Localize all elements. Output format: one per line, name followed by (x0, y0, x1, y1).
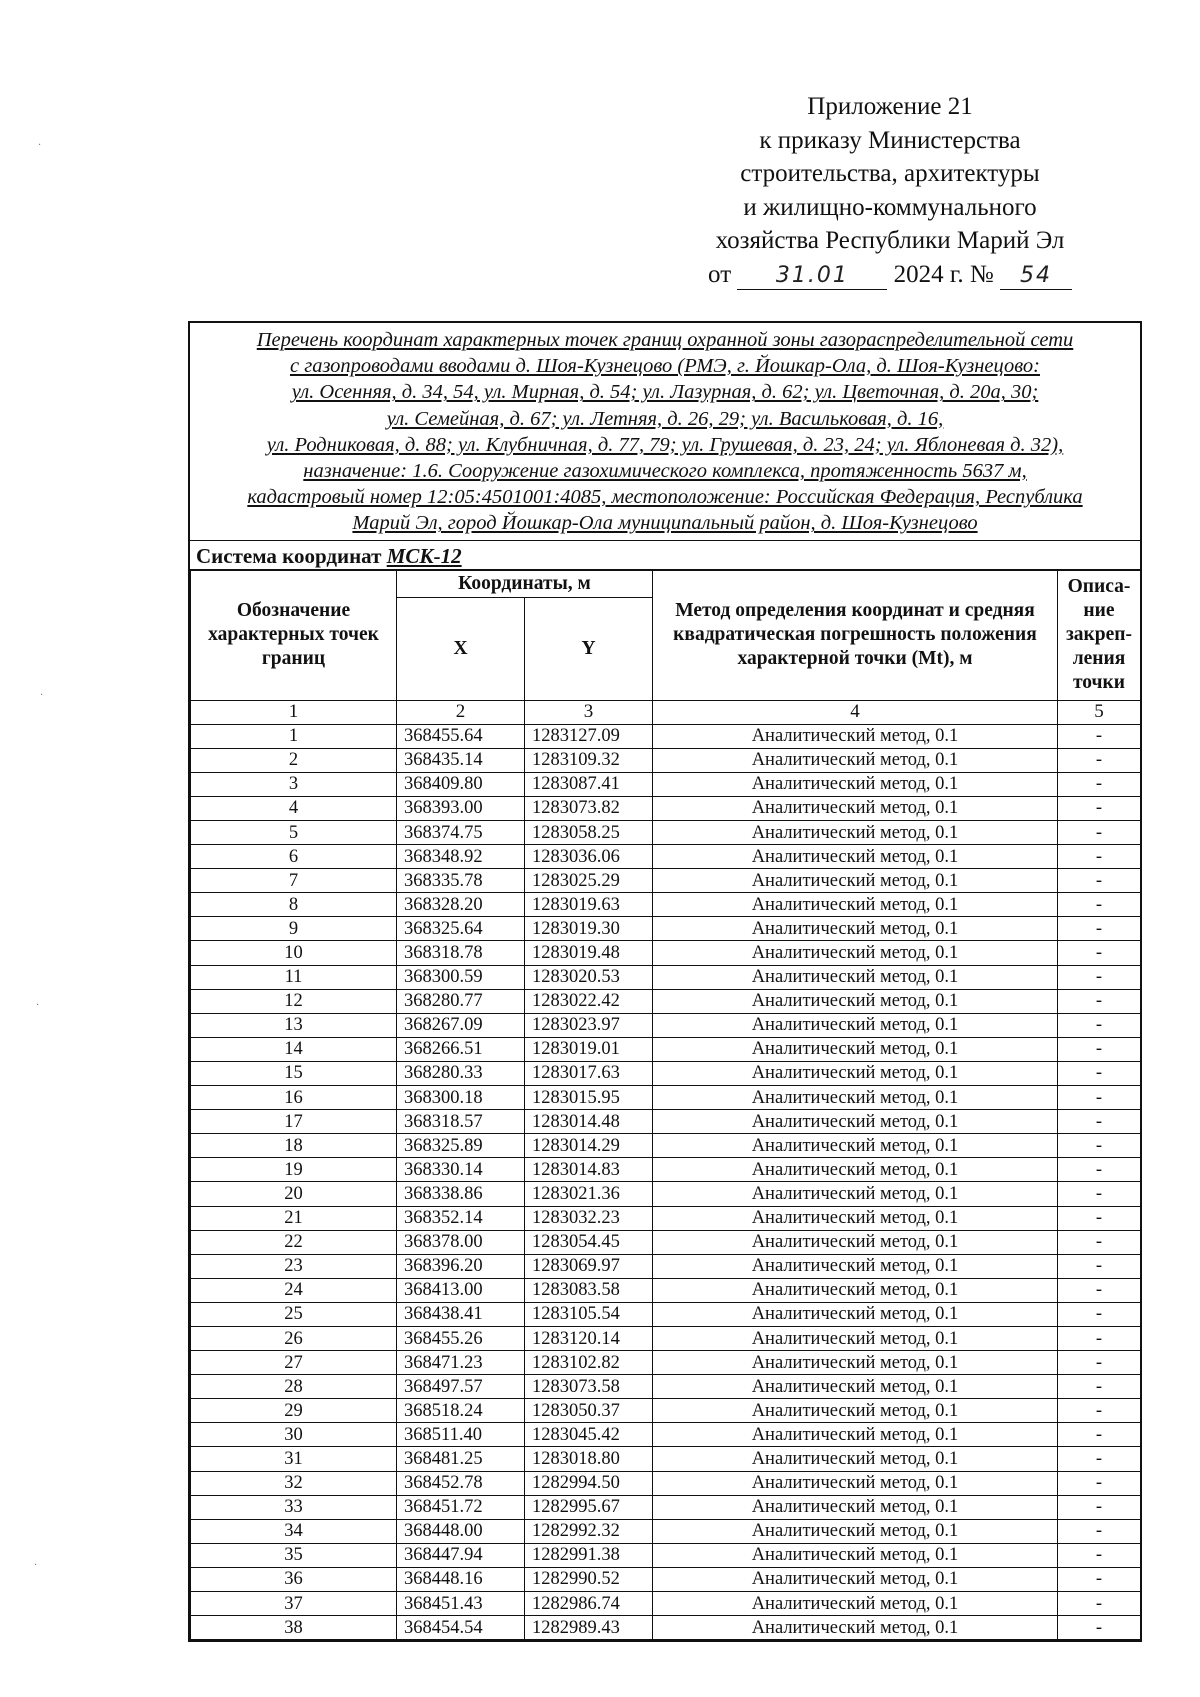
y-value: 1283014.29 (525, 1134, 653, 1158)
description-value: - (1058, 965, 1141, 989)
table-row (191, 1519, 1141, 1543)
method-value: Аналитический метод, 0.1 (653, 869, 1058, 893)
x-value: 368348.92 (397, 845, 525, 869)
y-value: 1283015.95 (525, 1086, 653, 1110)
y-value: 1283021.36 (525, 1182, 653, 1206)
description-value: - (1058, 1206, 1141, 1230)
x-value: 368378.00 (397, 1230, 525, 1254)
description-value: - (1058, 1013, 1141, 1037)
description-value: - (1058, 1061, 1141, 1085)
y-value: 1282992.32 (525, 1519, 653, 1543)
method-value: Аналитический метод, 0.1 (653, 1423, 1058, 1447)
description-value: - (1058, 1423, 1141, 1447)
y-value: 1283023.97 (525, 1013, 653, 1037)
x-value: 368328.20 (397, 893, 525, 917)
y-value: 1283019.63 (525, 893, 653, 917)
table-row (191, 989, 1141, 1013)
description-value: - (1058, 1351, 1141, 1375)
y-value: 1283018.80 (525, 1447, 653, 1471)
point-number: 19 (191, 1158, 397, 1182)
method-value: Аналитический метод, 0.1 (653, 1230, 1058, 1254)
description-value: - (1058, 724, 1141, 748)
header-y: Y (525, 597, 653, 700)
method-value: Аналитический метод, 0.1 (653, 1254, 1058, 1278)
point-number: 13 (191, 1013, 397, 1037)
method-value: Аналитический метод, 0.1 (653, 748, 1058, 772)
x-value: 368481.25 (397, 1447, 525, 1471)
scan-speck: · (36, 1000, 40, 1011)
y-value: 1283105.54 (525, 1302, 653, 1326)
method-value: Аналитический метод, 0.1 (653, 1375, 1058, 1399)
table-row (191, 1447, 1141, 1471)
description-value: - (1058, 1375, 1141, 1399)
table-row (191, 1182, 1141, 1206)
table-row (191, 1326, 1141, 1350)
column-number: 5 (1058, 700, 1141, 724)
table-row (191, 1230, 1141, 1254)
table-row (191, 1037, 1141, 1061)
method-value: Аналитический метод, 0.1 (653, 1302, 1058, 1326)
method-value: Аналитический метод, 0.1 (653, 1616, 1058, 1640)
column-numbers-row (191, 700, 1141, 724)
y-value: 1283127.09 (525, 724, 653, 748)
method-value: Аналитический метод, 0.1 (653, 1206, 1058, 1230)
x-value: 368318.78 (397, 941, 525, 965)
header-point: Обозначение характерных точек границ (191, 570, 397, 700)
method-value: Аналитический метод, 0.1 (653, 1519, 1058, 1543)
point-number: 16 (191, 1086, 397, 1110)
scan-speck: · (34, 1560, 38, 1571)
y-value: 1283083.58 (525, 1278, 653, 1302)
point-number: 32 (191, 1471, 397, 1495)
y-value: 1283045.42 (525, 1423, 653, 1447)
x-value: 368413.00 (397, 1278, 525, 1302)
point-number: 25 (191, 1302, 397, 1326)
method-value: Аналитический метод, 0.1 (653, 1495, 1058, 1519)
y-value: 1283020.53 (525, 965, 653, 989)
description-value: - (1058, 1616, 1141, 1640)
point-number: 26 (191, 1326, 397, 1350)
column-number: 1 (191, 700, 397, 724)
description-value: - (1058, 1254, 1141, 1278)
y-value: 1283073.82 (525, 796, 653, 820)
x-value: 368452.78 (397, 1471, 525, 1495)
method-value: Аналитический метод, 0.1 (653, 796, 1058, 820)
table-row (191, 1543, 1141, 1567)
x-value: 368435.14 (397, 748, 525, 772)
appendix-title: Приложение 21 (807, 93, 973, 120)
x-value: 368451.43 (397, 1592, 525, 1616)
point-number: 35 (191, 1543, 397, 1567)
x-value: 368448.16 (397, 1567, 525, 1591)
point-number: 33 (191, 1495, 397, 1519)
table-row (191, 1302, 1141, 1326)
y-value: 1282991.38 (525, 1543, 653, 1567)
caption-line: назначение: 1.6. Сооружение газохимического комплекса, протяженность 5637 м, (303, 460, 1027, 483)
description-value: - (1058, 1134, 1141, 1158)
y-value: 1283120.14 (525, 1326, 653, 1350)
y-value: 1283058.25 (525, 821, 653, 845)
table-row (191, 893, 1141, 917)
x-value: 368335.78 (397, 869, 525, 893)
x-value: 368325.64 (397, 917, 525, 941)
x-value: 368455.26 (397, 1326, 525, 1350)
point-number: 1 (191, 724, 397, 748)
description-value: - (1058, 1519, 1141, 1543)
x-value: 368280.33 (397, 1061, 525, 1085)
y-value: 1283109.32 (525, 748, 653, 772)
description-value: - (1058, 989, 1141, 1013)
description-value: - (1058, 1543, 1141, 1567)
y-value: 1283022.42 (525, 989, 653, 1013)
caption-line: ул. Осенняя, д. 34, 54, ул. Мирная, д. 54; ул. Лазурная, д. 62; ул. Цветочная, д. 20а, 30; (291, 381, 1039, 404)
table-row (191, 941, 1141, 965)
point-number: 9 (191, 917, 397, 941)
description-value: - (1058, 893, 1141, 917)
appendix-header (640, 90, 1140, 291)
description-value: - (1058, 1399, 1141, 1423)
table-row (191, 1471, 1141, 1495)
table-row (191, 1254, 1141, 1278)
point-number: 21 (191, 1206, 397, 1230)
table-row (191, 796, 1141, 820)
method-value: Аналитический метод, 0.1 (653, 1134, 1058, 1158)
date-prefix: от (708, 260, 732, 288)
table-row (191, 1616, 1141, 1640)
y-value: 1282986.74 (525, 1592, 653, 1616)
table-row (191, 1375, 1141, 1399)
method-value: Аналитический метод, 0.1 (653, 1086, 1058, 1110)
x-value: 368393.00 (397, 796, 525, 820)
point-number: 2 (191, 748, 397, 772)
x-value: 368497.57 (397, 1375, 525, 1399)
point-number: 37 (191, 1592, 397, 1616)
method-value: Аналитический метод, 0.1 (653, 845, 1058, 869)
appendix-line: хозяйства Республики Марий Эл (715, 227, 1065, 254)
header-coordinates: Координаты, м (397, 570, 653, 597)
description-value: - (1058, 1471, 1141, 1495)
handwritten-order-number: 54 (1000, 263, 1072, 290)
description-value: - (1058, 845, 1141, 869)
description-value: - (1058, 796, 1141, 820)
y-value: 1283069.97 (525, 1254, 653, 1278)
y-value: 1283054.45 (525, 1230, 653, 1254)
point-number: 27 (191, 1351, 397, 1375)
point-number: 28 (191, 1375, 397, 1399)
point-number: 22 (191, 1230, 397, 1254)
x-value: 368451.72 (397, 1495, 525, 1519)
description-value: - (1058, 1086, 1141, 1110)
caption-line: ул. Родниковая, д. 88; ул. Клубничная, д. 77, 79; ул. Грушевая, д. 23, 24; ул. Яблоневая д. 32), (266, 433, 1064, 456)
description-value: - (1058, 1110, 1141, 1134)
table-row (191, 1567, 1141, 1591)
x-value: 368352.14 (397, 1206, 525, 1230)
coordinate-system (190, 541, 1140, 570)
description-value: - (1058, 821, 1141, 845)
table-row (191, 1110, 1141, 1134)
description-value: - (1058, 1326, 1141, 1350)
description-value: - (1058, 748, 1141, 772)
method-value: Аналитический метод, 0.1 (653, 965, 1058, 989)
description-value: - (1058, 1182, 1141, 1206)
description-value: - (1058, 1567, 1141, 1591)
order-date-line (640, 258, 1140, 292)
x-value: 368266.51 (397, 1037, 525, 1061)
column-number: 3 (525, 700, 653, 724)
point-number: 7 (191, 869, 397, 893)
caption-line: Марий Эл, город Йошкар-Ола муниципальный район, д. Шоя-Кузнецово (352, 512, 978, 535)
table-row (191, 1592, 1141, 1616)
description-value: - (1058, 1278, 1141, 1302)
y-value: 1282995.67 (525, 1495, 653, 1519)
y-value: 1282989.43 (525, 1616, 653, 1640)
column-number: 2 (397, 700, 525, 724)
point-number: 23 (191, 1254, 397, 1278)
y-value: 1283087.41 (525, 772, 653, 796)
method-value: Аналитический метод, 0.1 (653, 1013, 1058, 1037)
description-value: - (1058, 1447, 1141, 1471)
point-number: 12 (191, 989, 397, 1013)
method-value: Аналитический метод, 0.1 (653, 941, 1058, 965)
table-row (191, 1351, 1141, 1375)
y-value: 1282994.50 (525, 1471, 653, 1495)
point-number: 17 (191, 1110, 397, 1134)
handwritten-date: 31.01 (737, 263, 887, 290)
point-number: 34 (191, 1519, 397, 1543)
header-description: Описа-ние закреп-ления точки (1058, 570, 1141, 700)
caption-line: кадастровый номер 12:05:4501001:4085, местоположение: Российская Федерация, Республика (247, 486, 1083, 509)
coordinates-table (190, 570, 1141, 1641)
method-value: Аналитический метод, 0.1 (653, 1278, 1058, 1302)
description-value: - (1058, 917, 1141, 941)
y-value: 1283032.23 (525, 1206, 653, 1230)
x-value: 368280.77 (397, 989, 525, 1013)
y-value: 1283019.30 (525, 917, 653, 941)
description-value: - (1058, 1037, 1141, 1061)
y-value: 1283102.82 (525, 1351, 653, 1375)
table-row (191, 1158, 1141, 1182)
x-value: 368318.57 (397, 1110, 525, 1134)
method-value: Аналитический метод, 0.1 (653, 1471, 1058, 1495)
y-value: 1283050.37 (525, 1399, 653, 1423)
appendix-line: строительства, архитектуры (740, 160, 1040, 187)
table-row (191, 869, 1141, 893)
method-value: Аналитический метод, 0.1 (653, 724, 1058, 748)
y-value: 1283014.48 (525, 1110, 653, 1134)
point-number: 8 (191, 893, 397, 917)
description-value: - (1058, 1230, 1141, 1254)
table-row (191, 917, 1141, 941)
table-row (191, 1495, 1141, 1519)
table-row (191, 821, 1141, 845)
table-body (191, 724, 1141, 1640)
point-number: 29 (191, 1399, 397, 1423)
method-value: Аналитический метод, 0.1 (653, 821, 1058, 845)
appendix-line: к приказу Министерства (759, 126, 1021, 154)
y-value: 1283036.06 (525, 845, 653, 869)
y-value: 1282990.52 (525, 1567, 653, 1591)
table-row (191, 1086, 1141, 1110)
point-number: 5 (191, 821, 397, 845)
description-value: - (1058, 1158, 1141, 1182)
y-value: 1283019.01 (525, 1037, 653, 1061)
method-value: Аналитический метод, 0.1 (653, 1399, 1058, 1423)
x-value: 368471.23 (397, 1351, 525, 1375)
method-value: Аналитический метод, 0.1 (653, 1326, 1058, 1350)
x-value: 368454.54 (397, 1616, 525, 1640)
point-number: 31 (191, 1447, 397, 1471)
table-row (191, 965, 1141, 989)
coordinate-system-name: МСК-12 (386, 543, 462, 568)
x-value: 368511.40 (397, 1423, 525, 1447)
method-value: Аналитический метод, 0.1 (653, 917, 1058, 941)
point-number: 24 (191, 1278, 397, 1302)
description-value: - (1058, 1592, 1141, 1616)
description-value: - (1058, 1302, 1141, 1326)
method-value: Аналитический метод, 0.1 (653, 893, 1058, 917)
column-number: 4 (653, 700, 1058, 724)
x-value: 368518.24 (397, 1399, 525, 1423)
point-number: 6 (191, 845, 397, 869)
method-value: Аналитический метод, 0.1 (653, 1037, 1058, 1061)
point-number: 11 (191, 965, 397, 989)
description-value: - (1058, 941, 1141, 965)
description-value: - (1058, 1495, 1141, 1519)
coordinates-table-frame (188, 321, 1142, 1642)
x-value: 368300.18 (397, 1086, 525, 1110)
method-value: Аналитический метод, 0.1 (653, 1158, 1058, 1182)
caption-line: ул. Семейная, д. 67; ул. Летняя, д. 26, 29; ул. Васильковая, д. 16, (386, 407, 944, 430)
point-number: 18 (191, 1134, 397, 1158)
x-value: 368325.89 (397, 1134, 525, 1158)
x-value: 368409.80 (397, 772, 525, 796)
x-value: 368448.00 (397, 1519, 525, 1543)
table-row (191, 724, 1141, 748)
method-value: Аналитический метод, 0.1 (653, 1182, 1058, 1206)
coordinate-system-label: Система координат (196, 543, 382, 568)
point-number: 3 (191, 772, 397, 796)
point-number: 38 (191, 1616, 397, 1640)
scan-speck: · (38, 140, 42, 151)
x-value: 368330.14 (397, 1158, 525, 1182)
header-method: Метод определения координат и средняя квадратическая погрешность положения характерной точки (Mt), м (653, 570, 1058, 700)
point-number: 14 (191, 1037, 397, 1061)
y-value: 1283073.58 (525, 1375, 653, 1399)
method-value: Аналитический метод, 0.1 (653, 772, 1058, 796)
description-value: - (1058, 869, 1141, 893)
method-value: Аналитический метод, 0.1 (653, 1592, 1058, 1616)
description-value: - (1058, 772, 1141, 796)
table-row (191, 1206, 1141, 1230)
point-number: 15 (191, 1061, 397, 1085)
scan-speck: · (40, 690, 44, 701)
x-value: 368396.20 (397, 1254, 525, 1278)
caption-line: с газопроводами вводами д. Шоя-Кузнецово (РМЭ, г. Йошкар-Ола, д. Шоя-Кузнецово: (289, 355, 1040, 378)
y-value: 1283019.48 (525, 941, 653, 965)
x-value: 368374.75 (397, 821, 525, 845)
method-value: Аналитический метод, 0.1 (653, 989, 1058, 1013)
x-value: 368300.59 (397, 965, 525, 989)
point-number: 10 (191, 941, 397, 965)
point-number: 20 (191, 1182, 397, 1206)
method-value: Аналитический метод, 0.1 (653, 1351, 1058, 1375)
table-caption (190, 323, 1140, 541)
x-value: 368447.94 (397, 1543, 525, 1567)
table-row (191, 1278, 1141, 1302)
table-row (191, 1061, 1141, 1085)
method-value: Аналитический метод, 0.1 (653, 1110, 1058, 1134)
method-value: Аналитический метод, 0.1 (653, 1447, 1058, 1471)
year-text: 2024 г. № (893, 260, 994, 288)
appendix-line: и жилищно-коммунального (743, 193, 1037, 221)
table-row (191, 772, 1141, 796)
table-row (191, 748, 1141, 772)
point-number: 4 (191, 796, 397, 820)
method-value: Аналитический метод, 0.1 (653, 1061, 1058, 1085)
y-value: 1283014.83 (525, 1158, 653, 1182)
x-value: 368338.86 (397, 1182, 525, 1206)
y-value: 1283017.63 (525, 1061, 653, 1085)
caption-line: Перечень координат характерных точек границ охранной зоны газораспределительной сети (256, 329, 1074, 351)
x-value: 368267.09 (397, 1013, 525, 1037)
y-value: 1283025.29 (525, 869, 653, 893)
table-row (191, 1013, 1141, 1037)
method-value: Аналитический метод, 0.1 (653, 1543, 1058, 1567)
header-x: X (397, 597, 525, 700)
x-value: 368438.41 (397, 1302, 525, 1326)
table-row (191, 1399, 1141, 1423)
table-row (191, 1423, 1141, 1447)
table-row (191, 845, 1141, 869)
method-value: Аналитический метод, 0.1 (653, 1567, 1058, 1591)
x-value: 368455.64 (397, 724, 525, 748)
table-row (191, 1134, 1141, 1158)
point-number: 30 (191, 1423, 397, 1447)
point-number: 36 (191, 1567, 397, 1591)
